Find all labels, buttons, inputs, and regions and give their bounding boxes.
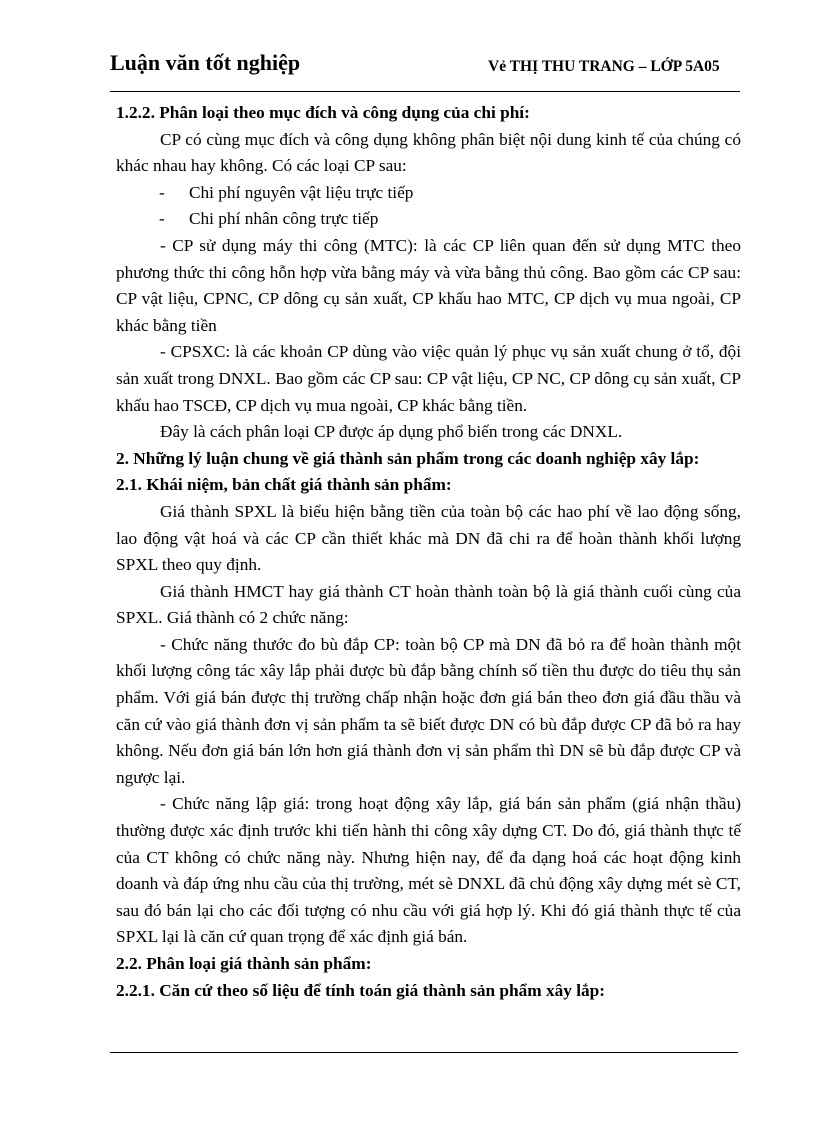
paragraph: Giá thành SPXL là biểu hiện bằng tiền của toàn bộ các hao phí về lao động sống, lao động vật hoá và các CP cần thiết khác mà DN đã chi ra để hoàn thành khối lượng SPXL theo quy định. bbox=[116, 501, 741, 575]
document-title: Luận văn tốt nghiệp bbox=[110, 50, 301, 75]
author-class: Vẻ THỊ THU TRANG – LỚP 5A05 bbox=[488, 58, 720, 75]
list-item-text: Chi phí nguyên vật liệu trực tiếp bbox=[189, 182, 414, 202]
heading-2: 2. Những lý luận chung về giá thành sản phẩm trong các doanh nghiệp xây lắp: bbox=[116, 448, 700, 468]
list-item bbox=[116, 206, 741, 233]
paragraph: CP có cùng mục đích và công dụng không phân biệt nội dung kinh tế của chúng có khác nhau hay không. Có các loại CP sau: bbox=[116, 129, 741, 176]
heading-1-2-2: 1.2.2. Phân loại theo mục đích và công dụng của chi phí: bbox=[116, 103, 530, 122]
paragraph: - CPSXC: là các khoản CP dùng vào việc quản lý phục vụ sản xuất chung ở tổ, đội sản xuất trong DNXL. Bao gồm các CP sau: CP vật liệu, CP NC, CP dông cụ sản xuất, CP khấu hao TSCĐ, CP dịch vụ mua ngoài, CP khác bằng tiền. bbox=[116, 342, 741, 415]
page-body bbox=[116, 100, 741, 1004]
paragraph: - CP sử dụng máy thi công (MTC): là các CP liên quan đến sử dụng MTC theo phương thức thi công hỗn hợp vừa bằng máy và vừa bằng thủ công. Bao gồm các CP sau: CP vật liệu, CPNC, CP dông cụ sản xuất, CP khấu hao MTC, CP dịch vụ mua ngoài, CP khác bằng tiền bbox=[116, 235, 741, 335]
footer-divider bbox=[110, 1052, 738, 1053]
dash-marker: - bbox=[159, 182, 165, 202]
heading-2-2: 2.2. Phân loại giá thành sản phẩm: bbox=[116, 954, 372, 973]
paragraph: Đây là cách phân loại CP được áp dụng phổ biến trong các DNXL. bbox=[160, 422, 623, 442]
dash-marker: - bbox=[159, 209, 165, 229]
heading-2-1: 2.1. Khái niệm, bản chất giá thành sản phẩm: bbox=[116, 475, 452, 495]
list-item-text: Chi phí nhân công trực tiếp bbox=[189, 209, 379, 229]
paragraph: - Chức năng lập giá: trong hoạt động xây lắp, giá bán sản phẩm (giá nhận thầu) thường được xác định trước khi tiến hành thi công xây dựng CT. Do đó, giá thành thực tế của CT không có chức năng này. Nhưng hiện nay, để đa dạng hoá các hoạt động kinh doanh và đáp ứng nhu cầu của thị trường, mét sè DNXL đã chủ động xây dựng mét sè CT, sau đó bán lại cho các đối tượng có nhu cầu với giá hợp lý. Khi đó giá thành thực tế của SPXL lại là căn cứ quan trọng để xác định giá bán. bbox=[116, 794, 741, 947]
paragraph: - Chức năng thước đo bù đắp CP: toàn bộ CP mà DN đã bỏ ra để hoàn thành một khối lượng công tác xây lắp phải được bù đắp bằng chính số tiền thu được do tiêu thụ sản phẩm. Với giá bán được thị trường chấp nhận hoặc đơn giá bán theo đơn giá đầu thầu và căn cứ vào giá thành đơn vị sản phẩm ta sẽ biết được DN có bù đắp được CP đã bỏ ra hay không. Nếu đơn giá bán lớn hơn giá thành đơn vị sản phẩm thì DN sẽ bù đắp được CP và ngược lại. bbox=[116, 634, 741, 787]
heading-2-2-1: 2.2.1. Căn cứ theo số liệu để tính toán giá thành sản phẩm xây lắp: bbox=[116, 980, 606, 1000]
header-divider bbox=[110, 91, 740, 92]
paragraph: Giá thành HMCT hay giá thành CT hoàn thành toàn bộ là giá thành cuối cùng của SPXL. Giá thành có 2 chức năng: bbox=[116, 581, 741, 628]
list-item bbox=[116, 180, 741, 207]
